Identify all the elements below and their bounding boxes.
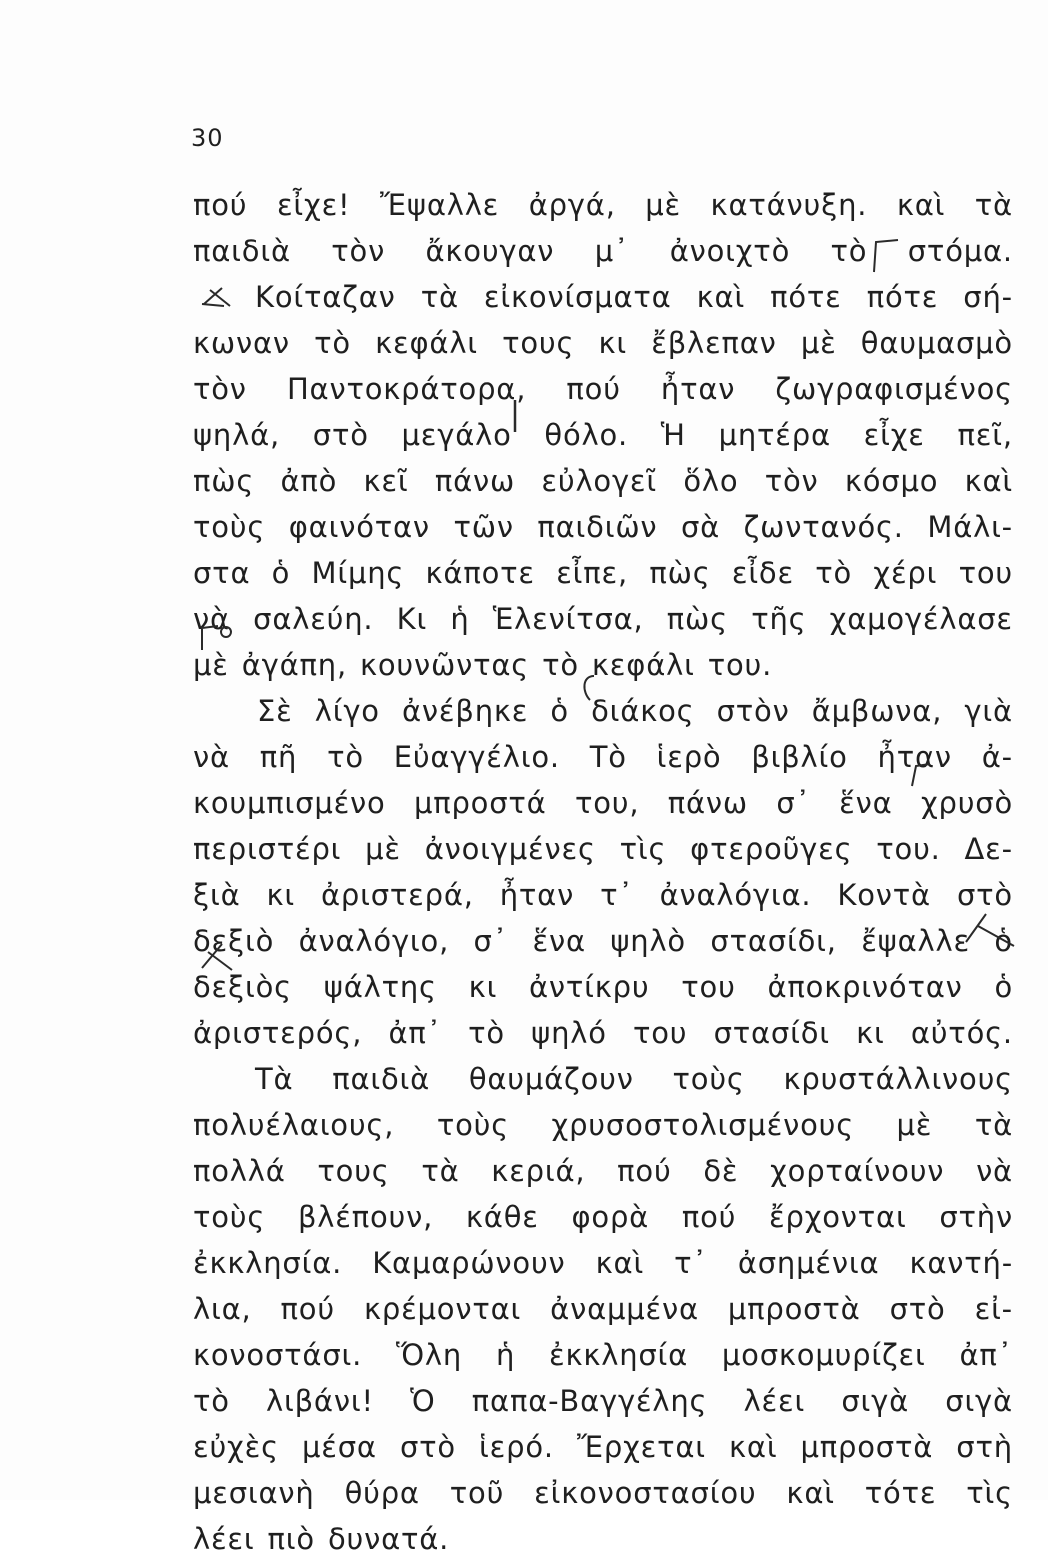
word: ἱερό. (479, 1430, 554, 1464)
word: τὸν (764, 464, 819, 498)
word: του. (707, 648, 773, 682)
word: ἡ (495, 1338, 516, 1372)
word: ὁ (271, 556, 291, 590)
word: στα (193, 556, 251, 590)
word: ἱερὸ (656, 740, 722, 774)
text-line (193, 464, 1013, 510)
word: μέσα (302, 1430, 377, 1464)
word: βλέπουν, (297, 1200, 434, 1234)
word: Σὲ (257, 694, 293, 728)
word: του, (574, 786, 640, 820)
word: ἄμβωνα, (811, 694, 943, 728)
word: τὰ (974, 1108, 1013, 1142)
word: λέει (743, 1384, 806, 1418)
word: τὸ (815, 556, 853, 590)
word: πού (617, 1154, 672, 1188)
word: σ᾽ (776, 786, 811, 820)
word: ψηλό (531, 1016, 607, 1050)
word: καὶ (696, 280, 746, 314)
word: χρυσὸ (920, 786, 1013, 820)
word: ἀναμμένα (550, 1292, 699, 1326)
word: πάνω (434, 464, 516, 498)
word: μὲ (800, 326, 837, 360)
text-line (193, 1430, 1013, 1476)
word: κεῖ (363, 464, 409, 498)
word: καντή- (909, 1246, 1013, 1280)
word: εὐχὲς (193, 1430, 279, 1464)
word: τοὺς (193, 1200, 266, 1234)
text-line (193, 694, 1013, 740)
word: Μίμης (311, 556, 405, 590)
word: πότε (770, 280, 842, 314)
word: πὼς (193, 464, 255, 498)
word: μὲ (365, 832, 401, 866)
word: στὸ (312, 418, 369, 452)
word: ὅλο (683, 464, 739, 498)
text-line (193, 648, 1013, 694)
word: τὸ (193, 1384, 230, 1418)
word: του. (876, 832, 941, 866)
word: τοὺς (672, 1062, 745, 1096)
word: καὶ (595, 1246, 645, 1280)
word: ψηλὸ (610, 924, 686, 958)
word: θόλο. (544, 418, 629, 452)
word: θαυμασμὸ (860, 326, 1013, 360)
text-line (193, 234, 1013, 280)
word: ἀ- (981, 740, 1013, 774)
word: στὴ (956, 1430, 1013, 1464)
word: μπροστὰ (800, 1430, 934, 1464)
word: ξιὰ (193, 878, 241, 912)
word: νὰ (976, 1154, 1013, 1188)
word: στὸ (889, 1292, 946, 1326)
text-line (193, 832, 1013, 878)
word: νὰ (193, 740, 230, 774)
word: τὰ (421, 1154, 460, 1188)
word: ἔρχονται (769, 1200, 907, 1234)
word: Τὰ (255, 1062, 294, 1096)
word: ἀνοιγμένες (424, 832, 596, 866)
word: πὼς (666, 602, 728, 636)
word: τ᾽ (674, 1246, 708, 1280)
word: νὰ (193, 602, 230, 636)
word: τὰ (974, 188, 1013, 222)
word: παπα-Βαγγέλης (471, 1384, 708, 1418)
word: χέρι (873, 556, 938, 590)
word: λίγο (314, 694, 380, 728)
word: καὶ (896, 188, 946, 222)
word: ἀσημένια (737, 1246, 880, 1280)
word: πότε (866, 280, 939, 314)
word: πού (193, 188, 248, 222)
word: κάποτε (425, 556, 535, 590)
word: του (681, 970, 736, 1004)
word: Κι (396, 602, 428, 636)
word: ἀναλόγιο, (298, 924, 450, 958)
word: θαυμάζουν (468, 1062, 634, 1096)
word: πάνω (667, 786, 748, 820)
word: διάκος (591, 694, 695, 728)
word: Ἔρχεται (577, 1430, 706, 1464)
word: του (632, 1016, 688, 1050)
word: τὸν (193, 372, 247, 406)
word: μὲ (896, 1108, 933, 1142)
text-line (193, 1062, 1013, 1108)
body-text (193, 188, 1013, 1568)
text-line (193, 418, 1013, 464)
word: κουνῶντας (360, 648, 530, 682)
text-line (193, 878, 1013, 924)
word: του (958, 556, 1013, 590)
word: σὰ (680, 510, 721, 544)
text-line (193, 1292, 1013, 1338)
word: δεξιὸς (193, 970, 292, 1004)
word: ἔψαλλε (861, 924, 970, 958)
word: χορταίνουν (770, 1154, 945, 1188)
word: ἔβλεπαν (651, 326, 777, 360)
word: Μάλι- (927, 510, 1013, 544)
word: θύρα (344, 1476, 420, 1510)
text-line (193, 1246, 1013, 1292)
word: ψάλτης (323, 970, 437, 1004)
word: μπροστὰ (727, 1292, 861, 1326)
text-line (193, 372, 1013, 418)
word: μοσκομυρίζει (721, 1338, 926, 1372)
word: κεφάλι (375, 326, 478, 360)
word: εἰκονοστασίου (534, 1476, 757, 1510)
word: ἀργά, (528, 188, 616, 222)
word: δεξιὸ (193, 924, 275, 958)
text-line (193, 740, 1013, 786)
word: ἀριστερός, (193, 1016, 363, 1050)
word: ἀναλόγια. (659, 878, 812, 912)
word: εἶχε! (276, 188, 351, 222)
word: κουμπισμένο (193, 786, 386, 820)
text-line (193, 1016, 1013, 1062)
word: εἰκονίσματα (483, 280, 672, 314)
word: δυνατά. (327, 1522, 450, 1556)
word: εἶχε (863, 418, 925, 452)
text-line (193, 602, 1013, 648)
word: λέει (193, 1522, 255, 1556)
word: παιδιῶν (537, 510, 658, 544)
word: φορὰ (571, 1200, 650, 1234)
text-line (193, 1522, 1013, 1568)
word: τοὺς (436, 1108, 510, 1142)
word: ἦταν (499, 878, 575, 912)
word: περιστέρι (193, 832, 342, 866)
word: ἐκκλησία. (193, 1246, 343, 1280)
word: τοῦ (449, 1476, 505, 1510)
word: ἄκουγαν (425, 234, 555, 268)
word: στασίδι, (710, 924, 837, 958)
word: σή- (963, 280, 1013, 314)
word: χρυσοστολισμένους (551, 1108, 855, 1142)
text-line (193, 1154, 1013, 1200)
word: ἐκκλησία (548, 1338, 689, 1372)
word: στασίδι (713, 1016, 830, 1050)
word: στὸν (716, 694, 790, 728)
word: Ἡ (660, 418, 686, 452)
word: μ᾽ (594, 234, 630, 268)
word: τὸ (542, 648, 579, 682)
word: τὸ (327, 740, 364, 774)
word: πεῖ, (957, 418, 1013, 452)
word: πολυέλαιους, (193, 1108, 395, 1142)
text-line (193, 1384, 1013, 1430)
word: τῆς (751, 602, 807, 636)
text-line (193, 970, 1013, 1016)
word: γιὰ (964, 694, 1013, 728)
word: ἕνα (532, 924, 586, 958)
word: τὸν (331, 234, 386, 268)
word: εὐλογεῖ (541, 464, 658, 498)
word: τῶν (453, 510, 514, 544)
word: ἕνα (839, 786, 893, 820)
word: πού (681, 1200, 737, 1234)
word: ἀντίκρυ (529, 970, 650, 1004)
word: ὁ (994, 924, 1013, 958)
text-line (193, 1200, 1013, 1246)
word: αὐτός. (910, 1016, 1013, 1050)
word: κατάνυξη. (710, 188, 868, 222)
word: κεφάλι (591, 648, 695, 682)
text-line (193, 510, 1013, 556)
word: ζωγραφισμένος (775, 372, 1013, 406)
word: τὶς (966, 1476, 1013, 1510)
word: κόσμο (844, 464, 939, 498)
word: βιβλίο (751, 740, 848, 774)
word: λια, (193, 1292, 252, 1326)
word: στὸ (956, 878, 1013, 912)
word: στὸ (399, 1430, 456, 1464)
text-line (193, 924, 1013, 970)
word: Ἑλενίτσα, (492, 602, 644, 636)
word: κι (598, 326, 628, 360)
word: μεγάλο (401, 418, 512, 452)
word: καὶ (964, 464, 1013, 498)
text-line (193, 280, 1013, 326)
word: σιγὰ (841, 1384, 910, 1418)
word: ἀποκρινόταν (767, 970, 963, 1004)
word: Τὸ (589, 740, 627, 774)
word: εἶπε, (556, 556, 629, 590)
word: τους (317, 1154, 390, 1188)
word: σαλεύη. (253, 602, 374, 636)
word: τὸ (468, 1016, 505, 1050)
word: τ᾽ (600, 878, 634, 912)
word: Κοντὰ (837, 878, 931, 912)
word: εἰ- (974, 1292, 1013, 1326)
word: κι (856, 1016, 885, 1050)
word: παιδιὰ (193, 234, 291, 268)
word: ἀπ᾽ (388, 1016, 442, 1050)
word: εἶδε (731, 556, 794, 590)
word: παιδιὰ (332, 1062, 431, 1096)
word: τότε (864, 1476, 937, 1510)
word: ἀνέβηκε (402, 694, 529, 728)
text-line (193, 1476, 1013, 1522)
word: ψηλά, (193, 418, 281, 452)
word: μὲ (645, 188, 681, 222)
word: πιὸ (267, 1522, 315, 1556)
word: ζωντανός. (743, 510, 904, 544)
word: φαινόταν (288, 510, 430, 544)
word: χαμογέλασε (829, 602, 1013, 636)
word: Ἔψαλλε (380, 188, 500, 222)
word: πού (566, 372, 621, 406)
text-line (193, 1108, 1013, 1154)
word: κωναν (193, 326, 290, 360)
word: κονοστάσι. (193, 1338, 363, 1372)
word: τοὺς (193, 510, 266, 544)
word: Παντοκράτορα, (286, 372, 527, 406)
word: καὶ (786, 1476, 835, 1510)
text-line (193, 188, 1013, 234)
word: κάθε (465, 1200, 539, 1234)
word: στόμα. (907, 234, 1013, 268)
word: τὸ (830, 234, 868, 268)
word: πολλά (193, 1154, 286, 1188)
word: ἀνοιχτὸ (669, 234, 791, 268)
word: ἀπ᾽ (959, 1338, 1013, 1372)
word: στὴν (939, 1200, 1013, 1234)
word: πὼς (649, 556, 711, 590)
word: Ὁ (410, 1384, 436, 1418)
word: μὲ (193, 648, 229, 682)
word: ἀγάπη, (241, 648, 347, 682)
word: σ᾽ (473, 924, 509, 958)
word: ἦταν (877, 740, 952, 774)
word: πῆ (259, 740, 298, 774)
word: μητέρα (718, 418, 831, 452)
word: Εὐαγγέλιο. (393, 740, 560, 774)
word: κεριά, (491, 1154, 586, 1188)
page-number: 30 (191, 124, 224, 152)
text-line (193, 556, 1013, 602)
word: ὁ (994, 970, 1013, 1004)
word: Ὅλη (396, 1338, 463, 1372)
word: ἀπὸ (280, 464, 338, 498)
word: σιγὰ (945, 1384, 1013, 1418)
word: ὁ (550, 694, 569, 728)
word: φτεροῦγες (690, 832, 853, 866)
word: τους (502, 326, 575, 360)
word: Καμαρώνουν (372, 1246, 566, 1280)
word: Δε- (964, 832, 1013, 866)
word: Κοίταζαν (255, 280, 396, 314)
word: δὲ (703, 1154, 739, 1188)
word: καὶ (729, 1430, 778, 1464)
text-line (193, 786, 1013, 832)
word: τὰ (420, 280, 459, 314)
word: κι (266, 878, 295, 912)
word: μπροστά (413, 786, 547, 820)
word: τὸ (314, 326, 351, 360)
text-line (193, 1338, 1013, 1384)
word: τὶς (619, 832, 667, 866)
word: ἡ (450, 602, 470, 636)
word: μεσιανὴ (193, 1476, 315, 1510)
text-line (193, 326, 1013, 372)
word: κρέμονται (363, 1292, 522, 1326)
word: ἦταν (660, 372, 736, 406)
word: κρυστάλλινους (783, 1062, 1013, 1096)
word: πού (280, 1292, 335, 1326)
word: ἀριστερά, (320, 878, 474, 912)
word: κι (468, 970, 498, 1004)
word: λιβάνι! (266, 1384, 374, 1418)
